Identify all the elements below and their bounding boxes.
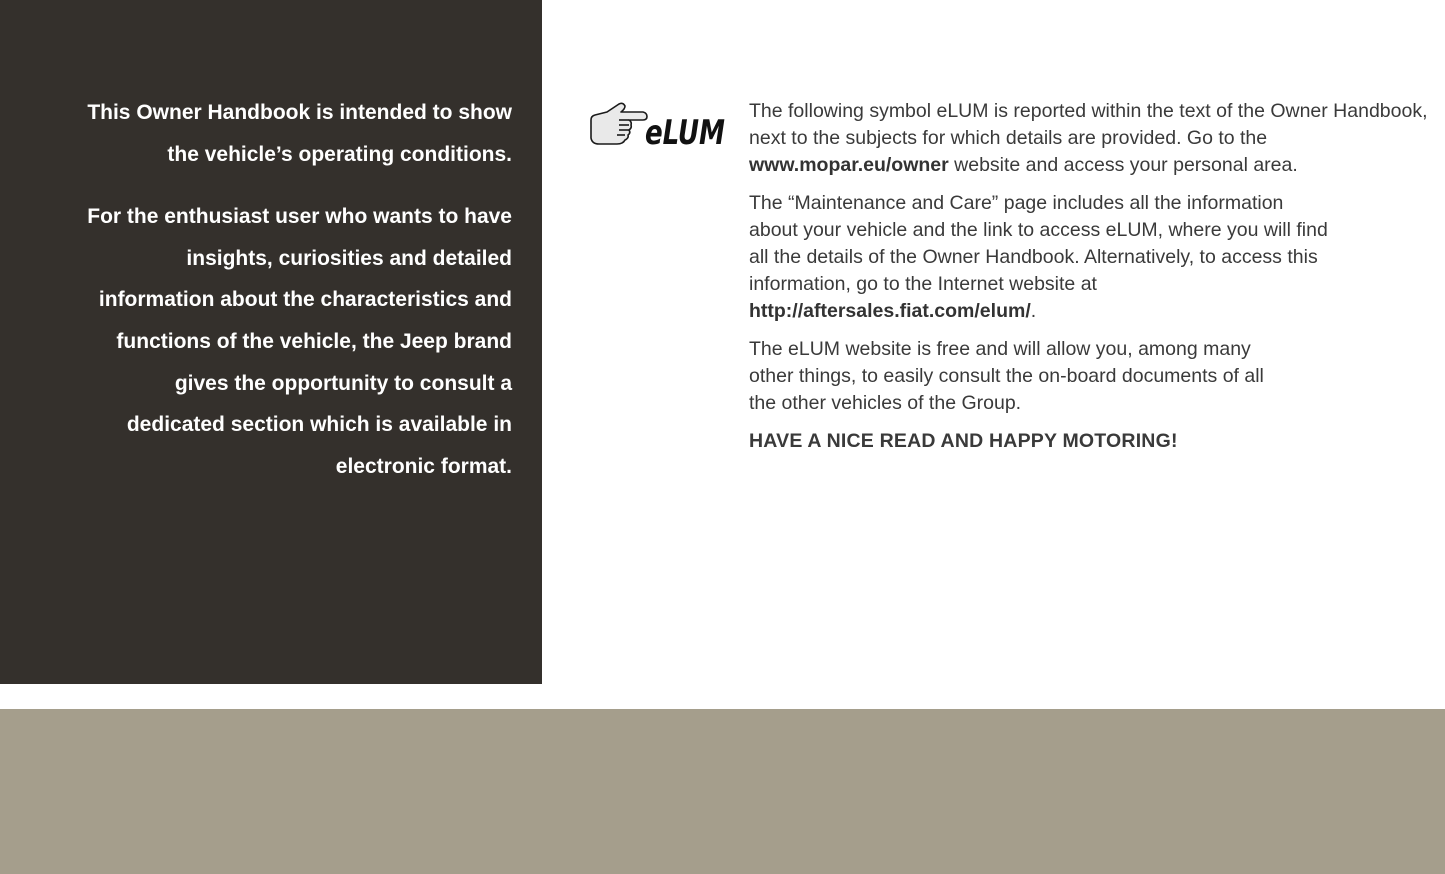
p1-text-start: The following symbol eLUM is reported within the text of the Owner Handbook, next to the subjects for which details are provided. Go to the [749,100,1428,149]
intro-paragraph-1: This Owner Handbook is intended to show the vehicle’s operating conditions. [87,101,512,166]
elum-logo [589,100,729,152]
elum-logo-text: eLUM [645,113,726,153]
bottom-band [0,709,1445,874]
paragraph-maintenance [749,190,1329,325]
paragraph-symbol-info [749,98,1434,179]
p2-text-end: . [1030,300,1037,322]
p1-text-end: website and access your personal area. [948,154,1298,176]
intro-text [82,92,512,487]
main-content [749,98,1434,466]
intro-paragraph-2: For the enthusiast user who wants to have insights, curiosities and detailed information about the characteristics and functions of the vehicle, the Jeep brand gives the opportunity to consult a dedicated section which is available in electronic format. [87,205,512,478]
closing-line: HAVE A NICE READ AND HAPPY MOTORING! [749,430,1178,452]
pointing-hand-icon [591,103,647,144]
mopar-owner-link[interactable]: www.mopar.eu/owner [749,154,949,176]
p2-text-start: The “Maintenance and Care” page includes all the information about your vehicle and the link to access eLUM, where you will find all the details of the Owner Handbook. Alternatively, to access this information, go to the Internet website at [749,192,1328,295]
paragraph-website-info: The eLUM website is free and will allow you, among many other things, to easily consult the on-board documents of all the other vehicles of the Group. [749,338,1264,414]
intro-panel [0,0,542,684]
aftersales-link[interactable]: http://aftersales.fiat.com/elum/ [749,300,1031,322]
